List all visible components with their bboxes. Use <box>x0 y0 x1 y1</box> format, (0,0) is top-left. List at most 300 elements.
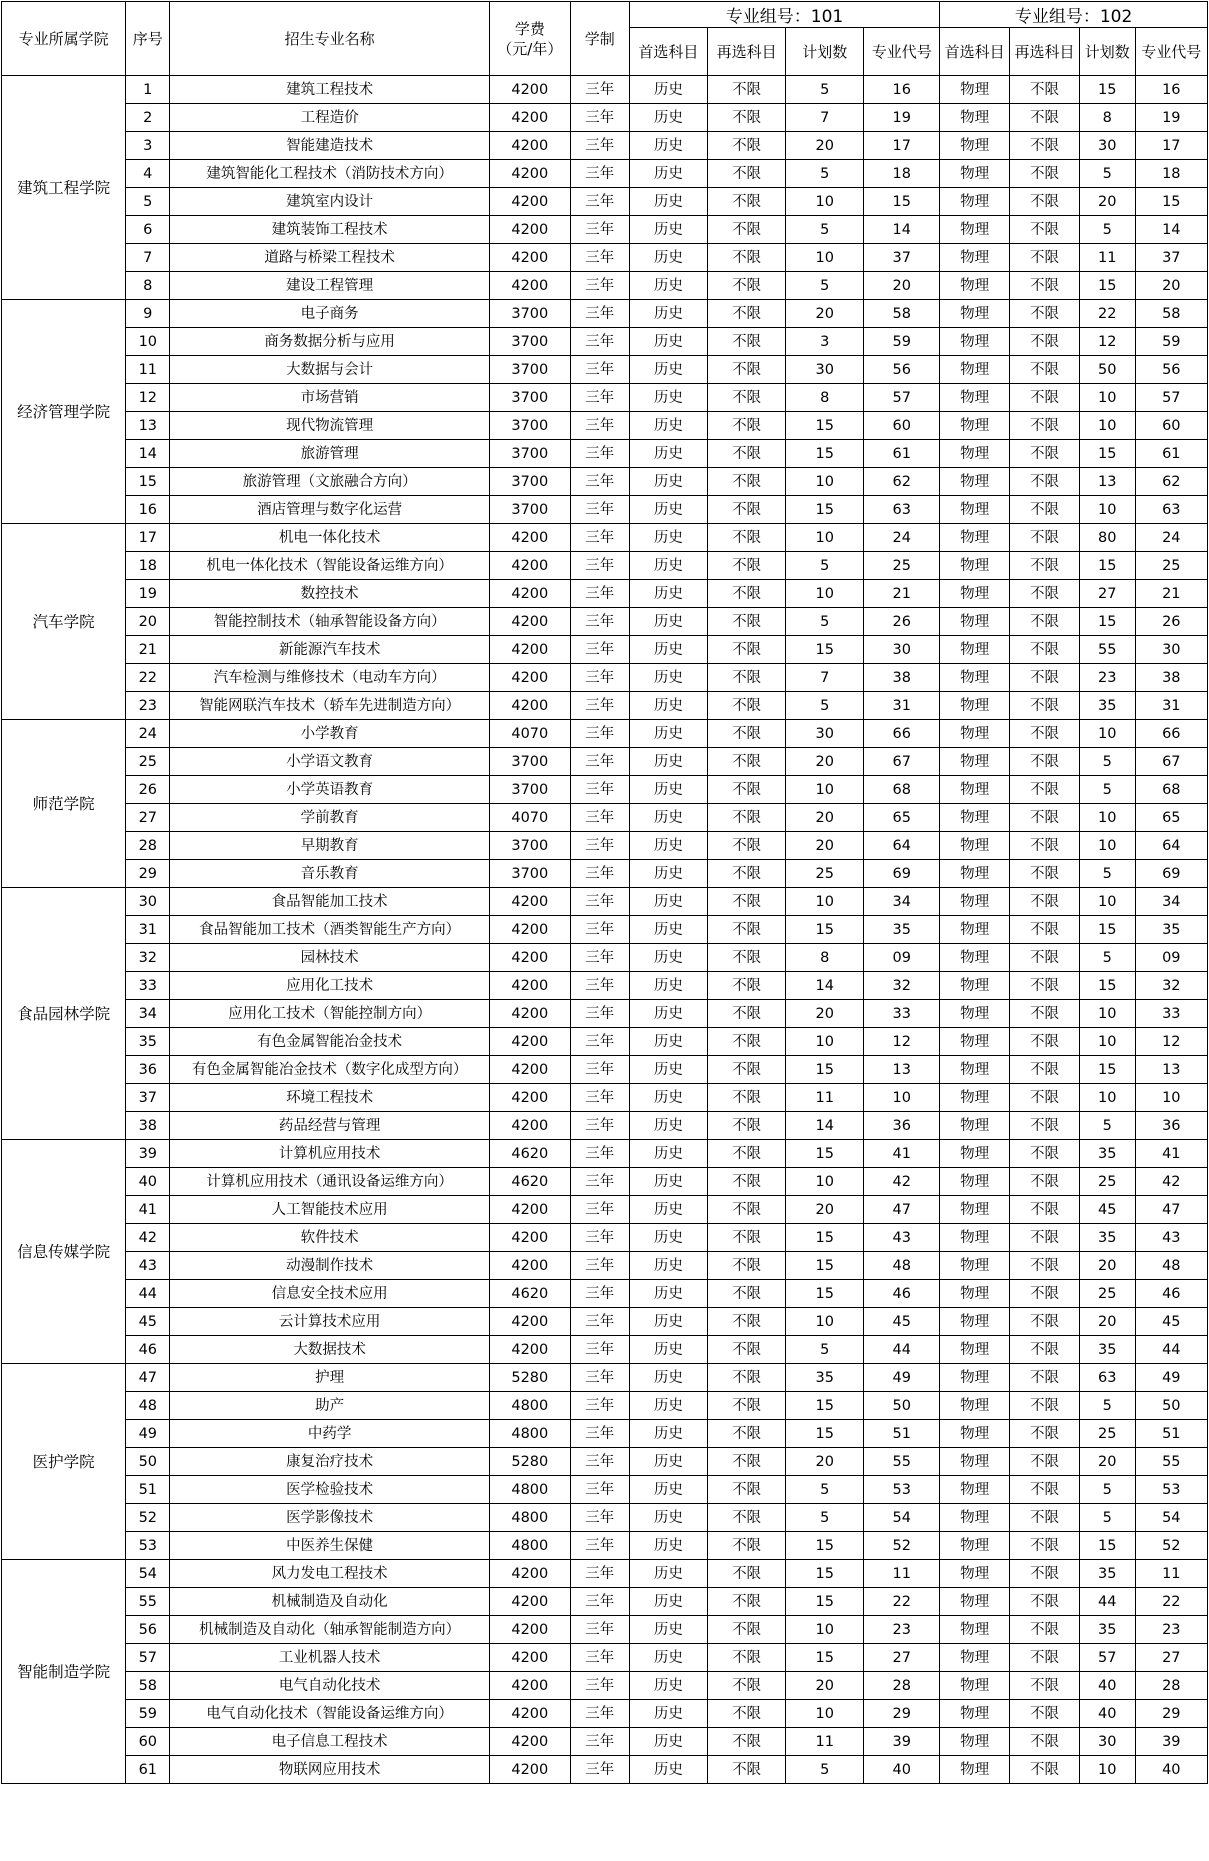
g1-plan-cell: 20 <box>786 748 864 776</box>
table-row <box>2 496 1208 524</box>
g2-first-subject-cell: 物理 <box>940 1588 1010 1616</box>
table-row <box>2 776 1208 804</box>
g1-plan-cell: 10 <box>786 776 864 804</box>
g1-plan-cell: 15 <box>786 1140 864 1168</box>
g2-plan-cell: 13 <box>1079 468 1135 496</box>
table-body <box>2 76 1208 1784</box>
g2-plan-cell: 5 <box>1079 944 1135 972</box>
g2-first-subject-cell: 物理 <box>940 888 1010 916</box>
g2-second-subject-cell: 不限 <box>1010 1084 1080 1112</box>
table-row <box>2 160 1208 188</box>
fee-cell: 4800 <box>490 1420 571 1448</box>
seq-cell: 5 <box>126 188 170 216</box>
g2-first-subject-cell: 物理 <box>940 244 1010 272</box>
g1-first-subject-cell: 历史 <box>629 972 707 1000</box>
seq-cell: 42 <box>126 1224 170 1252</box>
g2-plan-cell: 40 <box>1079 1672 1135 1700</box>
g2-code-cell: 64 <box>1135 832 1207 860</box>
g1-plan-cell: 5 <box>786 76 864 104</box>
duration-cell: 三年 <box>570 636 629 664</box>
fee-cell: 4070 <box>490 804 571 832</box>
fee-cell: 4200 <box>490 888 571 916</box>
g1-code-cell: 36 <box>864 1112 940 1140</box>
major-name-cell: 有色金属智能冶金技术 <box>170 1028 490 1056</box>
g1-code-cell: 12 <box>864 1028 940 1056</box>
g2-first-subject-cell: 物理 <box>940 916 1010 944</box>
g2-first-subject-cell: 物理 <box>940 1028 1010 1056</box>
g2-first-subject-cell: 物理 <box>940 636 1010 664</box>
fee-cell: 4200 <box>490 608 571 636</box>
seq-cell: 33 <box>126 972 170 1000</box>
g2-first-subject-cell: 物理 <box>940 552 1010 580</box>
duration-cell: 三年 <box>570 1252 629 1280</box>
major-name-cell: 物联网应用技术 <box>170 1756 490 1784</box>
seq-cell: 9 <box>126 300 170 328</box>
g2-first-subject-cell: 物理 <box>940 1168 1010 1196</box>
seq-cell: 29 <box>126 860 170 888</box>
table-row <box>2 328 1208 356</box>
table-row <box>2 1252 1208 1280</box>
table-row <box>2 580 1208 608</box>
duration-cell: 三年 <box>570 804 629 832</box>
table-row <box>2 1056 1208 1084</box>
g1-plan-cell: 15 <box>786 1392 864 1420</box>
header-g1-plan: 计划数 <box>786 28 864 76</box>
g1-plan-cell: 10 <box>786 580 864 608</box>
g2-plan-cell: 5 <box>1079 160 1135 188</box>
g1-plan-cell: 5 <box>786 216 864 244</box>
g2-second-subject-cell: 不限 <box>1010 1392 1080 1420</box>
g1-second-subject-cell: 不限 <box>707 1756 785 1784</box>
table-row <box>2 216 1208 244</box>
g1-first-subject-cell: 历史 <box>629 272 707 300</box>
duration-cell: 三年 <box>570 1140 629 1168</box>
g1-second-subject-cell: 不限 <box>707 748 785 776</box>
header-g2-plan: 计划数 <box>1079 28 1135 76</box>
g1-code-cell: 67 <box>864 748 940 776</box>
major-name-cell: 大数据技术 <box>170 1336 490 1364</box>
g2-second-subject-cell: 不限 <box>1010 1532 1080 1560</box>
g1-first-subject-cell: 历史 <box>629 776 707 804</box>
duration-cell: 三年 <box>570 132 629 160</box>
major-name-cell: 建筑工程技术 <box>170 76 490 104</box>
seq-cell: 13 <box>126 412 170 440</box>
g2-second-subject-cell: 不限 <box>1010 440 1080 468</box>
g2-code-cell: 56 <box>1135 356 1207 384</box>
g1-first-subject-cell: 历史 <box>629 804 707 832</box>
duration-cell: 三年 <box>570 384 629 412</box>
g2-plan-cell: 10 <box>1079 1000 1135 1028</box>
g1-second-subject-cell: 不限 <box>707 1168 785 1196</box>
g1-plan-cell: 5 <box>786 1756 864 1784</box>
seq-cell: 54 <box>126 1560 170 1588</box>
table-row <box>2 552 1208 580</box>
g1-code-cell: 16 <box>864 76 940 104</box>
g2-plan-cell: 20 <box>1079 1308 1135 1336</box>
g1-second-subject-cell: 不限 <box>707 272 785 300</box>
major-name-cell: 现代物流管理 <box>170 412 490 440</box>
seq-cell: 1 <box>126 76 170 104</box>
g1-second-subject-cell: 不限 <box>707 1140 785 1168</box>
g2-second-subject-cell: 不限 <box>1010 1476 1080 1504</box>
seq-cell: 18 <box>126 552 170 580</box>
college-name-cell: 食品园林学院 <box>2 888 126 1140</box>
g2-second-subject-cell: 不限 <box>1010 1000 1080 1028</box>
g1-first-subject-cell: 历史 <box>629 1000 707 1028</box>
g2-code-cell: 51 <box>1135 1420 1207 1448</box>
table-row <box>2 1364 1208 1392</box>
g2-code-cell: 21 <box>1135 580 1207 608</box>
g2-plan-cell: 8 <box>1079 104 1135 132</box>
seq-cell: 8 <box>126 272 170 300</box>
table-row <box>2 720 1208 748</box>
major-name-cell: 电子信息工程技术 <box>170 1728 490 1756</box>
g1-second-subject-cell: 不限 <box>707 160 785 188</box>
g1-plan-cell: 20 <box>786 132 864 160</box>
g1-code-cell: 25 <box>864 552 940 580</box>
g1-second-subject-cell: 不限 <box>707 692 785 720</box>
g2-code-cell: 12 <box>1135 1028 1207 1056</box>
table-row <box>2 132 1208 160</box>
g1-second-subject-cell: 不限 <box>707 580 785 608</box>
g2-first-subject-cell: 物理 <box>940 1336 1010 1364</box>
college-name-cell: 汽车学院 <box>2 524 126 720</box>
major-name-cell: 旅游管理 <box>170 440 490 468</box>
table-row <box>2 972 1208 1000</box>
fee-cell: 3700 <box>490 412 571 440</box>
major-name-cell: 工程造价 <box>170 104 490 132</box>
g2-first-subject-cell: 物理 <box>940 1448 1010 1476</box>
g2-code-cell: 65 <box>1135 804 1207 832</box>
g2-plan-cell: 10 <box>1079 832 1135 860</box>
header-college: 专业所属学院 <box>2 2 126 76</box>
major-name-cell: 商务数据分析与应用 <box>170 328 490 356</box>
g1-plan-cell: 15 <box>786 496 864 524</box>
g1-second-subject-cell: 不限 <box>707 1560 785 1588</box>
g1-plan-cell: 15 <box>786 1420 864 1448</box>
seq-cell: 47 <box>126 1364 170 1392</box>
g1-code-cell: 34 <box>864 888 940 916</box>
duration-cell: 三年 <box>570 1028 629 1056</box>
g1-code-cell: 20 <box>864 272 940 300</box>
g1-second-subject-cell: 不限 <box>707 636 785 664</box>
g1-plan-cell: 5 <box>786 608 864 636</box>
fee-cell: 4200 <box>490 636 571 664</box>
g1-code-cell: 65 <box>864 804 940 832</box>
g2-first-subject-cell: 物理 <box>940 1700 1010 1728</box>
major-name-cell: 建筑智能化工程技术（消防技术方向） <box>170 160 490 188</box>
fee-cell: 3700 <box>490 468 571 496</box>
g1-code-cell: 42 <box>864 1168 940 1196</box>
g2-second-subject-cell: 不限 <box>1010 1504 1080 1532</box>
g2-plan-cell: 20 <box>1079 1448 1135 1476</box>
g1-plan-cell: 20 <box>786 832 864 860</box>
g2-plan-cell: 10 <box>1079 720 1135 748</box>
major-name-cell: 医学影像技术 <box>170 1504 490 1532</box>
g2-second-subject-cell: 不限 <box>1010 1756 1080 1784</box>
duration-cell: 三年 <box>570 328 629 356</box>
g2-plan-cell: 44 <box>1079 1588 1135 1616</box>
g1-second-subject-cell: 不限 <box>707 944 785 972</box>
g2-first-subject-cell: 物理 <box>940 1420 1010 1448</box>
g1-second-subject-cell: 不限 <box>707 1000 785 1028</box>
g1-code-cell: 18 <box>864 160 940 188</box>
g1-second-subject-cell: 不限 <box>707 1224 785 1252</box>
table-row <box>2 1476 1208 1504</box>
g2-plan-cell: 10 <box>1079 1756 1135 1784</box>
seq-cell: 30 <box>126 888 170 916</box>
fee-cell: 4200 <box>490 76 571 104</box>
seq-cell: 41 <box>126 1196 170 1224</box>
g1-second-subject-cell: 不限 <box>707 300 785 328</box>
fee-cell: 4200 <box>490 1196 571 1224</box>
g2-code-cell: 40 <box>1135 1756 1207 1784</box>
duration-cell: 三年 <box>570 1728 629 1756</box>
major-name-cell: 智能建造技术 <box>170 132 490 160</box>
table-row <box>2 104 1208 132</box>
seq-cell: 21 <box>126 636 170 664</box>
g2-code-cell: 19 <box>1135 104 1207 132</box>
duration-cell: 三年 <box>570 356 629 384</box>
g1-code-cell: 68 <box>864 776 940 804</box>
g2-second-subject-cell: 不限 <box>1010 552 1080 580</box>
table-row <box>2 524 1208 552</box>
fee-cell: 4200 <box>490 1084 571 1112</box>
g2-plan-cell: 15 <box>1079 608 1135 636</box>
g2-code-cell: 45 <box>1135 1308 1207 1336</box>
g2-plan-cell: 35 <box>1079 1616 1135 1644</box>
fee-cell: 4200 <box>490 1700 571 1728</box>
g1-first-subject-cell: 历史 <box>629 1364 707 1392</box>
g1-second-subject-cell: 不限 <box>707 1028 785 1056</box>
g2-plan-cell: 15 <box>1079 972 1135 1000</box>
g1-code-cell: 28 <box>864 1672 940 1700</box>
major-name-cell: 大数据与会计 <box>170 356 490 384</box>
duration-cell: 三年 <box>570 1616 629 1644</box>
g2-first-subject-cell: 物理 <box>940 1616 1010 1644</box>
duration-cell: 三年 <box>570 1168 629 1196</box>
g1-plan-cell: 3 <box>786 328 864 356</box>
duration-cell: 三年 <box>570 496 629 524</box>
g1-first-subject-cell: 历史 <box>629 412 707 440</box>
g2-first-subject-cell: 物理 <box>940 356 1010 384</box>
major-name-cell: 酒店管理与数字化运营 <box>170 496 490 524</box>
g2-second-subject-cell: 不限 <box>1010 496 1080 524</box>
g1-code-cell: 64 <box>864 832 940 860</box>
g2-code-cell: 14 <box>1135 216 1207 244</box>
seq-cell: 60 <box>126 1728 170 1756</box>
g2-code-cell: 30 <box>1135 636 1207 664</box>
major-name-cell: 建筑室内设计 <box>170 188 490 216</box>
g2-code-cell: 55 <box>1135 1448 1207 1476</box>
g2-second-subject-cell: 不限 <box>1010 776 1080 804</box>
g1-first-subject-cell: 历史 <box>629 440 707 468</box>
major-name-cell: 计算机应用技术 <box>170 1140 490 1168</box>
g2-first-subject-cell: 物理 <box>940 1112 1010 1140</box>
g1-first-subject-cell: 历史 <box>629 692 707 720</box>
g2-first-subject-cell: 物理 <box>940 664 1010 692</box>
g2-plan-cell: 25 <box>1079 1420 1135 1448</box>
table-row <box>2 916 1208 944</box>
g1-code-cell: 58 <box>864 300 940 328</box>
major-name-cell: 康复治疗技术 <box>170 1448 490 1476</box>
g1-first-subject-cell: 历史 <box>629 748 707 776</box>
g1-second-subject-cell: 不限 <box>707 916 785 944</box>
g1-code-cell: 35 <box>864 916 940 944</box>
g2-second-subject-cell: 不限 <box>1010 1448 1080 1476</box>
seq-cell: 36 <box>126 1056 170 1084</box>
seq-cell: 37 <box>126 1084 170 1112</box>
table-row <box>2 888 1208 916</box>
g1-second-subject-cell: 不限 <box>707 1392 785 1420</box>
g1-code-cell: 13 <box>864 1056 940 1084</box>
major-name-cell: 学前教育 <box>170 804 490 832</box>
table-row <box>2 1420 1208 1448</box>
g1-first-subject-cell: 历史 <box>629 664 707 692</box>
g1-code-cell: 61 <box>864 440 940 468</box>
college-name-cell: 智能制造学院 <box>2 1560 126 1784</box>
g2-second-subject-cell: 不限 <box>1010 1280 1080 1308</box>
duration-cell: 三年 <box>570 1392 629 1420</box>
duration-cell: 三年 <box>570 1000 629 1028</box>
fee-cell: 4200 <box>490 972 571 1000</box>
g1-first-subject-cell: 历史 <box>629 944 707 972</box>
g2-code-cell: 50 <box>1135 1392 1207 1420</box>
g2-first-subject-cell: 物理 <box>940 1000 1010 1028</box>
g2-plan-cell: 63 <box>1079 1364 1135 1392</box>
header-g2-code: 专业代号 <box>1135 28 1207 76</box>
g2-plan-cell: 35 <box>1079 1140 1135 1168</box>
g1-code-cell: 41 <box>864 1140 940 1168</box>
g2-plan-cell: 25 <box>1079 1280 1135 1308</box>
g2-plan-cell: 15 <box>1079 1056 1135 1084</box>
g2-plan-cell: 55 <box>1079 636 1135 664</box>
g1-code-cell: 39 <box>864 1728 940 1756</box>
major-name-cell: 应用化工技术（智能控制方向） <box>170 1000 490 1028</box>
g1-code-cell: 45 <box>864 1308 940 1336</box>
g2-code-cell: 67 <box>1135 748 1207 776</box>
g2-code-cell: 26 <box>1135 608 1207 636</box>
g2-second-subject-cell: 不限 <box>1010 384 1080 412</box>
g1-second-subject-cell: 不限 <box>707 496 785 524</box>
college-name-cell: 师范学院 <box>2 720 126 888</box>
fee-cell: 3700 <box>490 440 571 468</box>
fee-cell: 4200 <box>490 1308 571 1336</box>
g1-second-subject-cell: 不限 <box>707 1532 785 1560</box>
g2-code-cell: 63 <box>1135 496 1207 524</box>
g2-plan-cell: 10 <box>1079 1028 1135 1056</box>
table-row <box>2 356 1208 384</box>
duration-cell: 三年 <box>570 160 629 188</box>
g2-second-subject-cell: 不限 <box>1010 888 1080 916</box>
g2-plan-cell: 23 <box>1079 664 1135 692</box>
major-name-cell: 应用化工技术 <box>170 972 490 1000</box>
g2-second-subject-cell: 不限 <box>1010 356 1080 384</box>
seq-cell: 38 <box>126 1112 170 1140</box>
g1-first-subject-cell: 历史 <box>629 356 707 384</box>
duration-cell: 三年 <box>570 1532 629 1560</box>
g1-first-subject-cell: 历史 <box>629 384 707 412</box>
table-row <box>2 1168 1208 1196</box>
g2-code-cell: 37 <box>1135 244 1207 272</box>
g2-first-subject-cell: 物理 <box>940 804 1010 832</box>
g1-first-subject-cell: 历史 <box>629 1336 707 1364</box>
g1-first-subject-cell: 历史 <box>629 1560 707 1588</box>
fee-cell: 3700 <box>490 748 571 776</box>
g2-second-subject-cell: 不限 <box>1010 636 1080 664</box>
g2-code-cell: 57 <box>1135 384 1207 412</box>
g1-second-subject-cell: 不限 <box>707 104 785 132</box>
g2-first-subject-cell: 物理 <box>940 748 1010 776</box>
fee-cell: 4800 <box>490 1392 571 1420</box>
duration-cell: 三年 <box>570 1420 629 1448</box>
g2-plan-cell: 5 <box>1079 1112 1135 1140</box>
fee-cell: 3700 <box>490 384 571 412</box>
seq-cell: 31 <box>126 916 170 944</box>
major-name-cell: 园林技术 <box>170 944 490 972</box>
major-name-cell: 机电一体化技术（智能设备运维方向） <box>170 552 490 580</box>
college-name-cell: 信息传媒学院 <box>2 1140 126 1364</box>
g2-second-subject-cell: 不限 <box>1010 1168 1080 1196</box>
duration-cell: 三年 <box>570 216 629 244</box>
duration-cell: 三年 <box>570 1280 629 1308</box>
table-row <box>2 1532 1208 1560</box>
g2-second-subject-cell: 不限 <box>1010 832 1080 860</box>
g2-first-subject-cell: 物理 <box>940 1392 1010 1420</box>
g1-plan-cell: 15 <box>786 1056 864 1084</box>
seq-cell: 57 <box>126 1644 170 1672</box>
g2-first-subject-cell: 物理 <box>940 1224 1010 1252</box>
table-row <box>2 1196 1208 1224</box>
major-name-cell: 中医养生保健 <box>170 1532 490 1560</box>
seq-cell: 19 <box>126 580 170 608</box>
g1-first-subject-cell: 历史 <box>629 636 707 664</box>
duration-cell: 三年 <box>570 1084 629 1112</box>
g2-first-subject-cell: 物理 <box>940 160 1010 188</box>
major-name-cell: 医学检验技术 <box>170 1476 490 1504</box>
duration-cell: 三年 <box>570 272 629 300</box>
g1-first-subject-cell: 历史 <box>629 188 707 216</box>
g2-plan-cell: 5 <box>1079 216 1135 244</box>
major-name-cell: 机械制造及自动化 <box>170 1588 490 1616</box>
g1-code-cell: 69 <box>864 860 940 888</box>
g2-code-cell: 20 <box>1135 272 1207 300</box>
g2-code-cell: 69 <box>1135 860 1207 888</box>
g2-second-subject-cell: 不限 <box>1010 524 1080 552</box>
duration-cell: 三年 <box>570 1476 629 1504</box>
g2-first-subject-cell: 物理 <box>940 944 1010 972</box>
seq-cell: 2 <box>126 104 170 132</box>
duration-cell: 三年 <box>570 692 629 720</box>
g1-plan-cell: 5 <box>786 1476 864 1504</box>
g1-second-subject-cell: 不限 <box>707 244 785 272</box>
g2-code-cell: 27 <box>1135 1644 1207 1672</box>
g2-first-subject-cell: 物理 <box>940 132 1010 160</box>
g1-second-subject-cell: 不限 <box>707 888 785 916</box>
g2-plan-cell: 5 <box>1079 1392 1135 1420</box>
g1-plan-cell: 10 <box>786 1700 864 1728</box>
g2-second-subject-cell: 不限 <box>1010 692 1080 720</box>
fee-cell: 4200 <box>490 1112 571 1140</box>
g2-code-cell: 58 <box>1135 300 1207 328</box>
g1-second-subject-cell: 不限 <box>707 608 785 636</box>
g2-second-subject-cell: 不限 <box>1010 1364 1080 1392</box>
table-row <box>2 1000 1208 1028</box>
fee-cell: 4800 <box>490 1476 571 1504</box>
seq-cell: 28 <box>126 832 170 860</box>
table-row <box>2 664 1208 692</box>
g1-code-cell: 62 <box>864 468 940 496</box>
